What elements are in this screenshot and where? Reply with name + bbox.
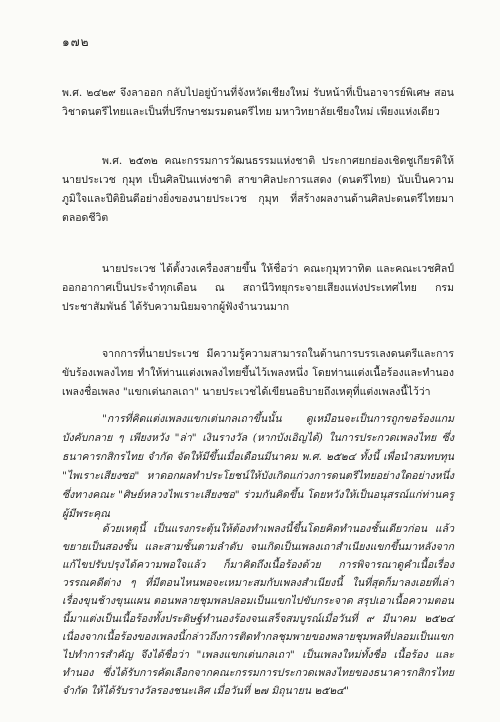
quote-paragraph-2: ด้วยเหตุนี้ เป็นแรงกระตุ้นให้ต้องทำเพลงนี้ขึ้นโดยคิดทำนองชั้นเดียวก่อน แล้วขยายเป็นสองชั้น และสามชั้นตามลำดับ จนเกิดเป็นเพลงเถาสำเนียงแขกขึ้นมาหลังจากแก้ไขปรับปรุงได้ความพอใจแล้ว ก็มาคิดถึงเนื้อร้องด้วย การพิจารณาดูคำเนื้อเรื่องวรรณคดีต่าง ๆ ที่มีตอนไหนพอจะเหมาะสมกับเพลงสำเนียงนี้ ในที่สุดก็มาลงเอยที่เล่าเรื่องขุนช้างขุนแผน ตอนพลายชุมพลปลอมเป็นแขกไปขับกระจาด สรุปเอาเนื้อความตอนนี้มาแต่งเป็นเนื้อร้องทั้งประดิษฐ์ทำนองร้องจนเสร็จสมบูรณ์เมื่อวันที่ ๙ มีนาคม ๒๕๒๔ เนื่องจากเนื้อร้องของเพลงนี้กล่าวถึงการติดทำกลชุมพายของพลายชุมพลที่ปลอมเป็นแขกไปทำการสำคัญ จึงได้ชื่อว่า "เพลงแขกเต่นกลเถา" เป็นเพลงใหม่ทั้งชื่อ เนื้อร้อง และทำนอง ซึ่งได้รับการคัดเลือกจากคณะกรรมการประกวดเพลงไทยของธนาคารกสิกรไทย จำกัด ให้ได้รับรางวัลรองชนะเลิศ เมื่อวันที่ ๒๗ มิถุนายน ๒๕๒๔" [62,523,454,697]
paragraph-2: พ.ศ. ๒๕๓๒ คณะกรรมการวัฒนธรรมแห่งชาติ ประกาศยกย่องเชิดชูเกียรติให้นายประเวช กุมุท เป็นศิลปินแห่งชาติ สาขาศิลปะการแสดง (ดนตรีไทย) นับเป็นความภูมิใจและปีติยินดีอย่างยิ่งของนายประเวช กุมุท ที่สร้างผลงานด้านศิลปะดนตรีไทยมาตลอดชีวิต [62,155,454,224]
paragraph-1: พ.ศ. ๒๔๒๙ จึงลาออก กลับไปอยู่บ้านที่จังหวัดเชียงใหม่ รับหน้าที่เป็นอาจารย์พิเศษ สอนวิชาดนตรีไทยและเป็นที่ปรึกษาชมรมดนตรีไทย มหาวิทยาลัยเชียงใหม่ เพียงแห่งเดียว [62,87,454,118]
paragraph-3: นายประเวช ได้ตั้งวงเครื่องสายขึ้น ให้ชื่อว่า คณะกุมุทวาทิต และคณะเวชศิลป์ออกอากาศเป็นประจำทุกเดือน ณ สถานีวิทยุกระจายเสียงแห่งประเทศไทย กรมประชาสัมพันธ์ ได้รับความนิยมจากผู้ฟังจำนวนมาก [62,263,454,313]
page-number: ๑๗๒ [62,35,90,49]
paragraph-4: จากการที่นายประเวช มีความรู้ความสามารถในด้านการบรรเลงดนตรีและการขับร้องเพลงไทย ทำให้ท่านแต่งเพลงไทยขึ้นไว้เพลงหนึ่ง โดยท่านแต่งเนื้อร้องและทำนองเพลงชื่อเพลง "แขกเต่นกลเถา" นายประเวชได้เขียนอธิบายถึงเหตุที่แต่งเพลงนี้ไว้ว่า [62,348,454,398]
quote-paragraph-1: "การที่คิดแต่งเพลงแขกเต่นกลเถาขึ้นนั้น ดูเหมือนจะเป็นการถูกขอร้องแกมบังคับกลาย ๆ เพียงหวัง "ล่า" เงินรางวัล (หากบังเอิญได้) ในการประกวดเพลงไทย ซึ่งธนาคารกสิกรไทย จำกัด จัดให้มีขึ้นเมื่อเดือนมีนาคม พ.ศ. ๒๕๒๔ ทั้งนี้ เพื่อนำสมทบทุน "ไพเราะเสียงซอ" หาดอกผลทำประโยชน์ให้บังเกิดแก่วงการดนตรีไทยอย่างใดอย่างหนึ่ง ซึ่งทางคณะ "ศิษย์หลวงไพเราะเสียงซอ" ร่วมกันคิดขึ้น โดยหวังให้เป็นอนุสรณ์แก่ท่านครูผู้มีพระคุณ [62,413,454,520]
